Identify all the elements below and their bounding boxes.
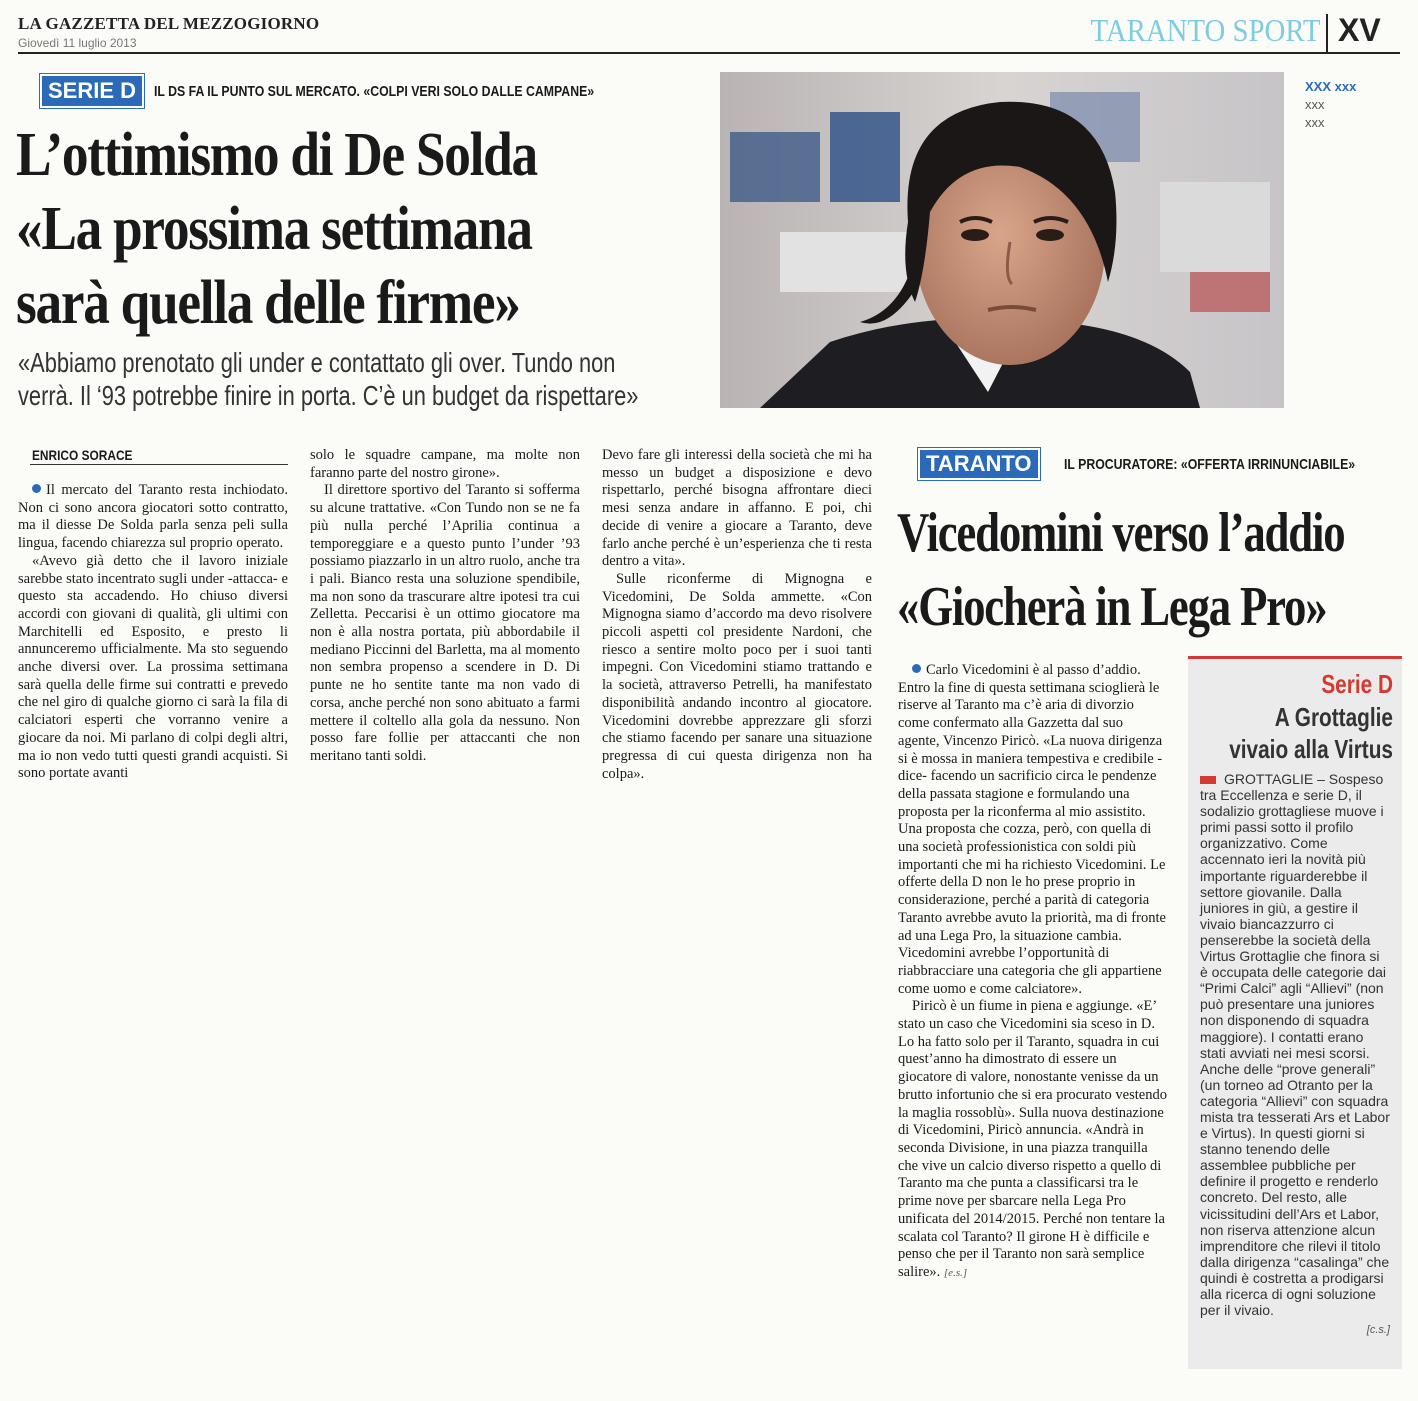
deck-line: verrà. Il ‘93 potrebbe finire in porta. C’è un budget da rispettare» (18, 380, 639, 411)
headline-line: «La prossima settimana (16, 195, 532, 263)
sidebar-box (1188, 656, 1402, 1369)
caption-line: XXX xxx (1305, 79, 1357, 94)
article1-headline (16, 118, 601, 340)
masthead-divider (1326, 14, 1328, 52)
byline-rule (30, 464, 288, 465)
sidebar-kicker: Serie D (1321, 669, 1393, 699)
bullet-dot-icon (32, 484, 41, 493)
article2-signature: [e.s.] (943, 1266, 968, 1279)
sidebar-title-line: vivaio alla Virtus (1229, 734, 1393, 764)
photo-caption (1305, 78, 1356, 132)
sidebar-title-line: A Grottaglie (1274, 702, 1393, 732)
article1-column-3 (602, 447, 872, 783)
article1-tag: SERIE D (40, 74, 144, 108)
sidebar-signature: [c.s.] (1366, 1324, 1390, 1337)
article1-column-2 (310, 447, 580, 766)
deck-line: «Abbiamo prenotato gli under e contattato gli over. Tundo non (18, 347, 616, 378)
article1-column-1 (18, 482, 288, 783)
article1-deck (18, 346, 638, 412)
byline: ENRICO SORACE (32, 447, 133, 463)
article2-tag: TARANTO (918, 448, 1040, 480)
article1-kicker: IL DS FA IL PUNTO SUL MERCATO. «COLPI VERI SOLO DALLE CAMPANE» (154, 83, 595, 100)
headline-line: L’ottimismo di De Solda (16, 121, 537, 189)
paragraph: Carlo Vicedomini è al passo d’addio. Entro la fine di questa settimana scioglierà le riserve al Taranto ma c’è aria di divorzio come confermato alla Gazzetta dal suo agente, Vincenzo Piricò. «La nuova dirigenza si è mossa in maniera tempestiva e credibile -dice- facendo un sacrificio circa le pendenze della passata stagione e formulando una proposta per la riconferma al mio assistito. Una proposta che cozza, però, con quella di una società professionistica con soldi più importanti che mi ha richiesto Vicedomini. Le offerte della D non le ho prese proprio in considerazione, perché a parità di categoria Taranto avrebbe avuto la priorità, ma di fronte ad una Lega Pro, la situazione cambia. Vicedomini avrebbe l’opportunità di riabbracciare una categoria che gli appartiene come uomo e come calciatore». (898, 662, 1166, 997)
article2-headline (897, 496, 1344, 644)
article2-kicker: IL PROCURATORE: «OFFERTA IRRINUNCIABILE» (1064, 456, 1356, 473)
headline-line: «Giocherà in Lega Pro» (897, 576, 1327, 638)
bullet-dot-icon (912, 664, 921, 673)
paragraph: Sulle riconferme di Mignogna e Vicedomini, De Solda ammette. «Con Mignogna siamo d’accordo ma devo risolvere piccoli aspetti col presidente Nardoni, che riesco a sentire molto poco per i suoi tanti impegni. Con Vicedomini stiamo trattando e la società, attraverso Petrelli, ha manifestato disponibilità andando incontro al giocatore. Vicedomini dovrebbe apprezzare gli sforzi che stiamo facendo per sanare una situazione pregressa di cui questa dirigenza non ha colpa». (602, 570, 872, 782)
paragraph: Il direttore sportivo del Taranto si sofferma su alcune trattative. «Con Tundo non se ne fa più nulla perché l’Aprilia continua a temporeggiare e a questo punto l’under ’93 possiamo piazzarlo in un altro ruolo, anche tra i pali. Bianco resta una soluzione spendibile, ma non sono da trascurare altre ipotesi tra cui Zelletta. Peccarisi è un ottimo giocatore ma non è alla nostra portata, più abbordabile il mediano Piccinni del Barletta, ma al momento non sembra propenso a scendere in D. Di punte ne ho sentite tante ma non vado di corsa, anche perché non sono abituato a farmi mettere il coltello alla gola da nessuno. Non posso fare follie per attaccanti che non meritano tanti soldi. (310, 482, 580, 764)
issue-date: Giovedì 11 luglio 2013 (18, 36, 137, 50)
portrait-illustration (720, 72, 1284, 408)
page-number: XV (1338, 12, 1381, 48)
headline-line: Vicedomini verso l’addio (897, 502, 1345, 564)
article2-body (898, 662, 1168, 1283)
newspaper-name: LA GAZZETTA DEL MEZZOGIORNO (18, 14, 320, 33)
paragraph: «Avevo già detto che il lavoro iniziale sarebbe stato incentrato sugli under -attacca- e questo sta accadendo. Ho chiuso diversi accordi con giovani di qualità, gli ultimi con Marchitelli ed Esposito, e presto li annunceremo ufficialmente. Ma sto seguendo anche diversi over. La prossima settimana sarà quella delle firme sui contratti e prevedo che nel giro di qualche giorno ci sarà la fila di calciatori esperti che vorranno venire a giocare da noi. Mi parlano di colpi degli altri, ma io non vedo tutti questi grandi acquisti. Si sono portate avanti (18, 552, 288, 782)
paragraph: solo le squadre campane, ma molte non faranno parte del nostro girone». (310, 447, 580, 481)
portrait-photo (720, 72, 1284, 408)
caption-line: xxx (1305, 97, 1325, 112)
sidebar-title (1229, 701, 1393, 765)
masthead-rule (18, 52, 1400, 54)
headline-line: sarà quella delle firme» (16, 269, 520, 337)
paragraph: Il mercato del Taranto resta inchiodato. Non ci sono ancora giocatori sotto contratto, ma il diesse De Solda parla senza peli sulla lingua, facendo chiarezza sul proprio operato. (18, 482, 288, 552)
red-square-icon (1200, 776, 1216, 784)
paragraph: Devo fare gli interessi della società che mi ha messo un budget a disposizione e devo rispettarlo, perché bisogna affrontare dieci mesi senza andare in affanno. E poi, chi decide di venire a giocare a Taranto, deve farlo anche perché è un’esperienza che ti resta dentro a vita». (602, 447, 872, 570)
caption-line: xxx (1305, 115, 1325, 130)
sidebar-body: GROTTAGLIE – Sospeso tra Eccellenza e serie D, il sodalizio grottagliese muove i primi passi sotto il profilo organizzativo. Come accennato ieri la novità più importante riguarderebbe il settore giovanile. Dalla juniores in giù, a gestire il vivaio biancazzurro ci penserebbe la società della Virtus Grottaglie che finora si è occupata delle categorie dai “Primi Calci” agli “Allievi” (non può presentare una juniores non disponendo di squadra maggiore). I contatti erano stati avviati nei mesi scorsi. Anche delle “prove generali” (un torneo ad Otranto per la categoria “Allievi” con squadra mista tra tesserati Ars et Labor e Virtus). In questi giorni si stanno tenendo delle assemblee pubbliche per definire il progetto e renderlo concreto. Del resto, alle vicissitudini dell’Ars et Labor, non riserva attenzione alcun imprenditore che rilevi il titolo dalla dirigenza “casalinga” che quindi è costretta a prodigarsi alla ricerca di ogni soluzione per il vivaio. [c.s.] (1200, 771, 1390, 1338)
sidebar-signature-row (1200, 1320, 1390, 1338)
paragraph: Piricò è un fiume in piena e aggiunge. «E’ stato un caso che Vicedomini sia sceso in D. Lo ha fatto solo per il Taranto, squadra in cui quest’anno ha dimostrato di essere un giocatore di valore, nonostante venisse da un brutto infortunio che si era procurato vestendo la maglia rossoblù». Sulla nuova destinazione di Vicedomini, Piricò annuncia. «Andrà in seconda Divisione, in una piazza tranquilla che vive un calcio diverso rispetto a quello di Taranto ma che punta a classificarsi tra le prime nove per sbarcare nella Lega Pro unificata del 2014/2015. Perché non tentare la scalata col Taranto? Il girone H è difficile e penso che per il Taranto non sarà semplice salire». [e.s.] (898, 998, 1167, 1280)
section-title: TARANTO SPORT (1090, 12, 1320, 48)
